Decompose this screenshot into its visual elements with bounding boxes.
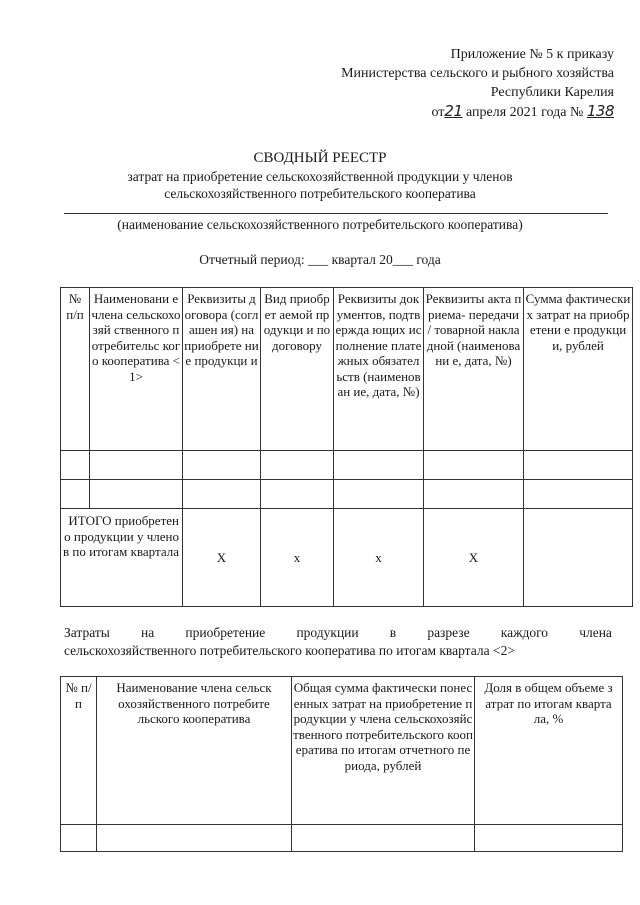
share-header-row	[61, 677, 623, 825]
header-product-type: Вид приобрет аемой продукци и по договору	[261, 288, 334, 451]
title-heading: СВОДНЫЙ РЕЕСТР	[253, 150, 387, 166]
paragraph-word: приобретение	[185, 625, 266, 640]
date-prefix: от	[431, 105, 445, 120]
handwritten-day: 21	[444, 102, 463, 120]
share-header-number: № п/п	[61, 677, 97, 825]
header-acceptance-act: Реквизиты акта приема- передачи / товарной накладной (наименовани е, дата, №)	[424, 288, 524, 451]
year-word: года	[416, 252, 441, 267]
table-cell	[424, 451, 524, 480]
table-cell	[183, 480, 261, 509]
approval-line-3: Республики Карелия	[490, 85, 614, 100]
share-header-member-name: Наименование члена сельскохозяйственного потребительского кооператива	[97, 677, 292, 825]
title-subtitle-line-1: затрат на приобретение сельскохозяйственной продукции у членов	[127, 169, 513, 184]
approval-block	[284, 45, 614, 122]
paragraph-word: разрезе	[427, 625, 470, 640]
table-cell	[61, 480, 90, 509]
header-member-name: Наименовани е члена сельскохозяй ственного потребительс кого кооператива <1>	[90, 288, 183, 451]
registry-table	[60, 287, 633, 607]
paragraph-word: на	[141, 625, 155, 640]
table-cell	[524, 480, 633, 509]
share-header-share-percent: Доля в общем объеме затрат по итогам квартала, %	[475, 677, 623, 825]
table-row	[61, 451, 633, 480]
table-cell	[97, 825, 292, 852]
title-subtitle-line-2: сельскохозяйственного потребительского кооператива	[164, 186, 476, 201]
table-cell	[90, 451, 183, 480]
header-actual-costs: Сумма фактических затрат на приобретени е продукции, рублей	[524, 288, 633, 451]
coop-name-caption: (наименование сельскохозяйственного потребительского кооператива)	[117, 217, 523, 232]
approval-date-line	[284, 102, 614, 122]
total-cell-product-type: х	[261, 509, 334, 607]
date-middle: апреля 2021 года №	[466, 105, 584, 120]
reporting-period	[0, 251, 640, 269]
costs-by-member-paragraph	[64, 624, 612, 660]
total-row	[61, 509, 633, 607]
paragraph-word: в	[389, 625, 397, 640]
year-blank: ___	[392, 252, 413, 267]
paragraph-word: Затраты	[64, 625, 110, 640]
approval-line-2: Министерства сельского и рыбного хозяйства	[341, 66, 614, 81]
table-cell	[524, 451, 633, 480]
handwritten-order-number: 138	[586, 102, 614, 120]
table-cell	[334, 480, 424, 509]
registry-header-row	[61, 288, 633, 451]
total-cell-payment-documents: х	[334, 509, 424, 607]
quarter-blank: ___	[307, 252, 329, 267]
document-title	[0, 148, 640, 202]
share-header-total-costs: Общая сумма фактически понесенных затрат на приобретение продукции у члена сельскохозяйственного потребительского кооператива по итогам отчетного периода, рублей	[292, 677, 475, 825]
paragraph-line-1	[64, 624, 612, 642]
table-row	[61, 825, 623, 852]
header-payment-documents: Реквизиты документов, подтвержда ющих исполнение платежных обязательств (наименован ие, дата, №)	[334, 288, 424, 451]
coop-name-underline	[64, 213, 608, 214]
total-cell-actual-costs	[524, 509, 633, 607]
table-cell	[475, 825, 623, 852]
paragraph-word: каждого	[500, 625, 549, 640]
paragraph-word: члена	[579, 625, 612, 640]
table-cell	[334, 451, 424, 480]
paragraph-word: продукции	[296, 625, 359, 640]
table-cell	[261, 480, 334, 509]
header-contract-details: Реквизиты договора (соглашен ия) на приобрете ние продукци и	[183, 288, 261, 451]
table-cell	[261, 451, 334, 480]
table-cell	[292, 825, 475, 852]
table-row	[61, 480, 633, 509]
total-label: ИТОГО приобретено продукции у членов по итогам квартала	[61, 509, 183, 607]
table-cell	[61, 451, 90, 480]
total-cell-acceptance-act: Х	[424, 509, 524, 607]
approval-line-1: Приложение № 5 к приказу	[450, 47, 614, 62]
quarter-word: квартал 20	[331, 252, 393, 267]
total-cell-contract: Х	[183, 509, 261, 607]
table-cell	[61, 825, 97, 852]
table-cell	[183, 451, 261, 480]
paragraph-line-2: сельскохозяйственного потребительского кооператива по итогам квартала <2>	[64, 643, 515, 658]
table-cell	[424, 480, 524, 509]
period-label: Отчетный период:	[199, 252, 305, 267]
header-number: № п/п	[61, 288, 90, 451]
member-share-table	[60, 676, 623, 852]
table-cell	[90, 480, 183, 509]
